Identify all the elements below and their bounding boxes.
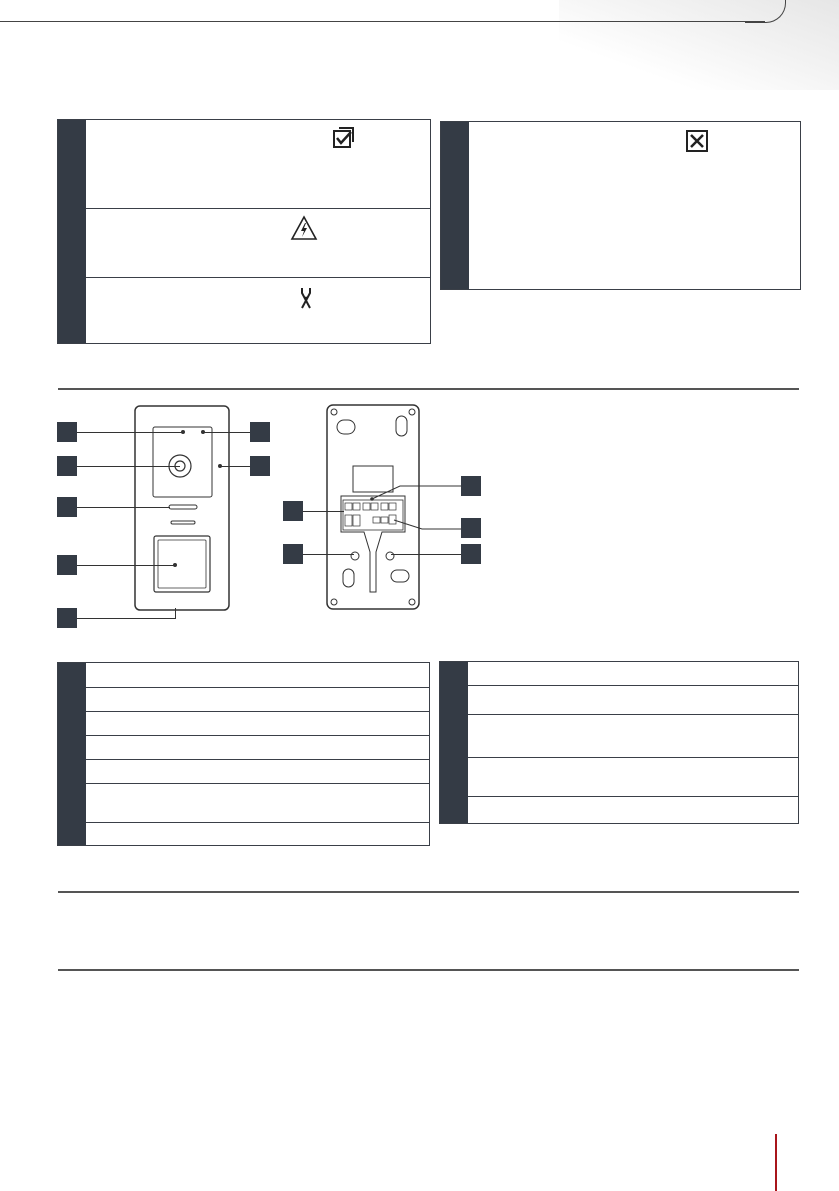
section-tab <box>58 663 86 845</box>
callout-leader <box>370 485 462 505</box>
callout-leader <box>77 432 182 433</box>
row-divider <box>86 277 430 278</box>
row-divider <box>86 822 429 823</box>
section-tab <box>440 662 468 823</box>
front-view-drawing <box>134 405 230 611</box>
section-rule <box>58 388 799 390</box>
callout-leader <box>77 466 180 467</box>
callout-marker <box>57 422 77 442</box>
electric-warning-icon <box>290 215 318 241</box>
section-tab <box>441 122 469 289</box>
callout-leader <box>220 466 250 467</box>
rear-legend-table <box>439 661 799 824</box>
callout-leader <box>392 518 462 532</box>
rear-view-drawing <box>326 404 420 610</box>
callout-dot <box>181 430 185 434</box>
callout-leader <box>303 554 354 555</box>
row-divider <box>86 208 430 209</box>
callout-marker <box>57 497 77 517</box>
callout-marker <box>461 476 481 496</box>
callout-leader <box>175 608 176 618</box>
page-corner-shade <box>559 0 839 90</box>
callout-dot <box>218 464 222 468</box>
front-legend-table <box>57 662 430 846</box>
callout-dot <box>201 430 205 434</box>
callout-marker <box>57 456 77 476</box>
page-edge-bar <box>775 1134 777 1191</box>
callout-marker <box>250 422 270 442</box>
row-divider <box>86 687 429 688</box>
callout-leader <box>77 507 170 508</box>
callout-marker <box>283 544 303 564</box>
callout-leader <box>391 554 461 555</box>
callout-marker <box>283 501 303 521</box>
callout-leader <box>77 565 175 566</box>
callout-marker <box>57 555 77 575</box>
top-rule <box>0 21 765 22</box>
callout-leader <box>77 618 176 619</box>
callout-marker <box>250 456 270 476</box>
callout-leader <box>303 511 344 512</box>
row-divider <box>468 796 798 797</box>
donts-box <box>440 121 801 290</box>
callout-marker <box>461 518 481 538</box>
row-divider <box>468 714 798 715</box>
cross-box-icon <box>685 129 709 153</box>
row-divider <box>468 757 798 758</box>
row-divider <box>86 783 429 784</box>
tools-icon <box>299 287 313 309</box>
callout-marker <box>57 608 77 628</box>
section-rule <box>58 969 799 971</box>
checkbox-check-icon <box>331 126 357 152</box>
row-divider <box>86 711 429 712</box>
callout-dot <box>173 563 177 567</box>
section-rule <box>58 891 799 893</box>
callout-marker <box>461 544 481 564</box>
row-divider <box>468 685 798 686</box>
row-divider <box>86 735 429 736</box>
instructions-box <box>57 119 431 344</box>
section-tab <box>58 120 86 343</box>
row-divider <box>86 759 429 760</box>
callout-leader <box>203 432 250 433</box>
